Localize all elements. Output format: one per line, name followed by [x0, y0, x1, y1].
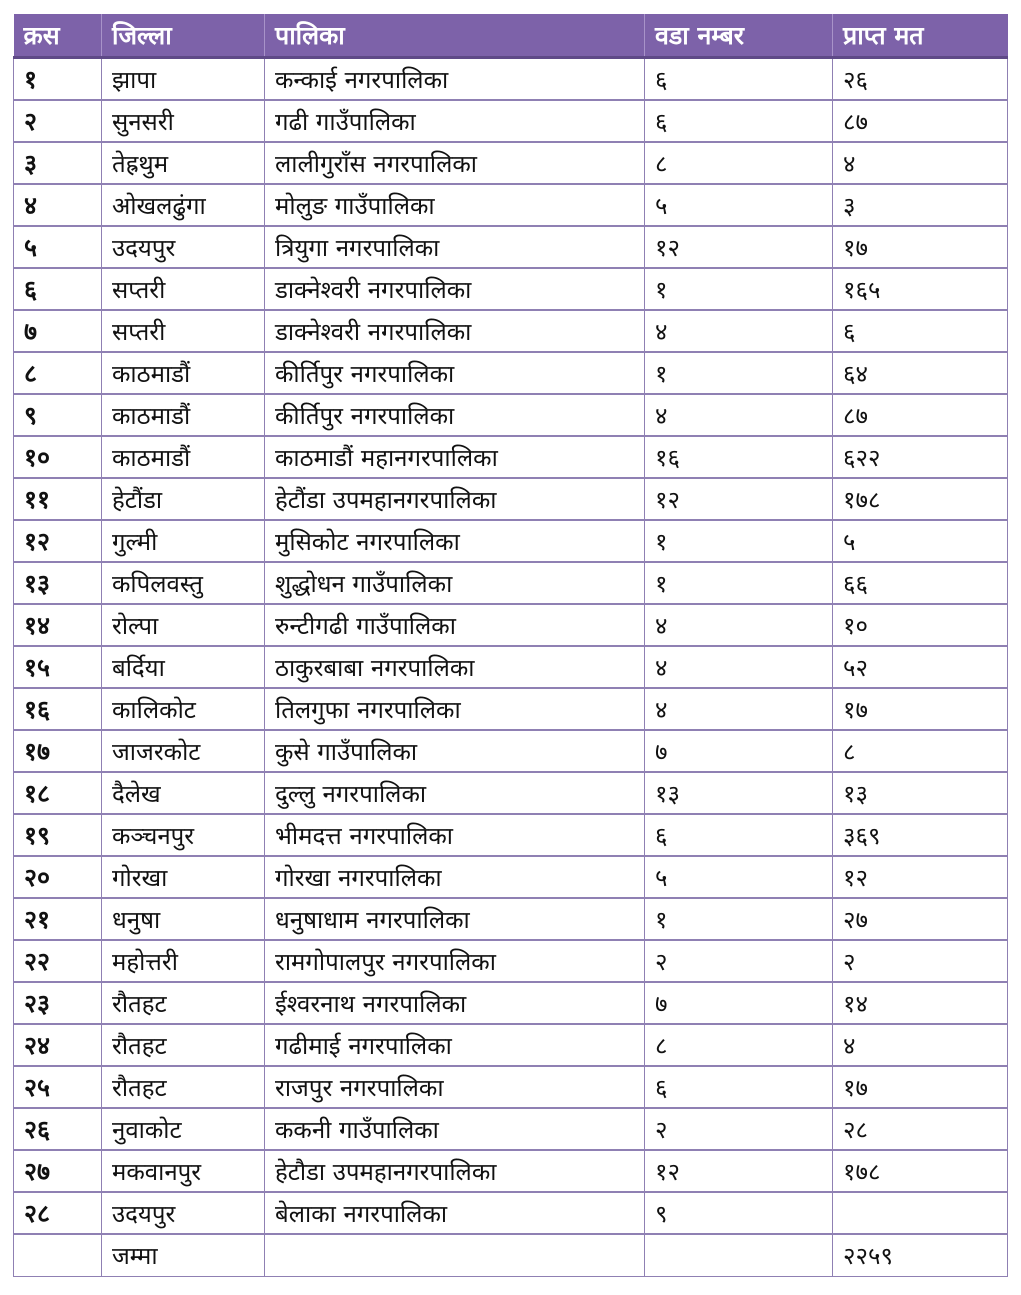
ward-cell: १ [645, 268, 833, 310]
votes-cell: ६२२ [833, 436, 1008, 478]
total-label: जम्मा [102, 1234, 265, 1277]
vote-table-container [13, 14, 1007, 1277]
table-row [14, 394, 1008, 436]
ward-cell: ६ [645, 814, 833, 856]
district-cell: काठमाडौं [102, 436, 265, 478]
district-cell: ओखलढुंगा [102, 184, 265, 226]
total-empty-cell [645, 1234, 833, 1277]
votes-cell: ३ [833, 184, 1008, 226]
ward-cell: ८ [645, 142, 833, 184]
district-cell: उदयपुर [102, 1192, 265, 1234]
municipality-cell: तिलगुफा नगरपालिका [265, 688, 645, 730]
votes-cell: ३६९ [833, 814, 1008, 856]
votes-cell: ६६ [833, 562, 1008, 604]
municipality-cell: भीमदत्त नगरपालिका [265, 814, 645, 856]
municipality-cell: लालीगुराँस नगरपालिका [265, 142, 645, 184]
ward-cell: ४ [645, 310, 833, 352]
municipality-cell: हेटौडा उपमहानगरपालिका [265, 1150, 645, 1192]
votes-cell: ८ [833, 730, 1008, 772]
table-row [14, 184, 1008, 226]
municipality-cell: कीर्तिपुर नगरपालिका [265, 352, 645, 394]
serial-cell: १४ [14, 604, 102, 646]
district-cell: काठमाडौं [102, 352, 265, 394]
votes-cell: ४ [833, 142, 1008, 184]
municipality-cell: ककनी गाउँपालिका [265, 1108, 645, 1150]
municipality-cell: त्रियुगा नगरपालिका [265, 226, 645, 268]
serial-cell: २६ [14, 1108, 102, 1150]
municipality-cell: कुसे गाउँपालिका [265, 730, 645, 772]
votes-cell: ६ [833, 310, 1008, 352]
district-cell: रौतहट [102, 1066, 265, 1108]
table-row [14, 352, 1008, 394]
table-row [14, 268, 1008, 310]
table-row [14, 940, 1008, 982]
ward-cell: ८ [645, 1024, 833, 1066]
total-empty-cell [14, 1234, 102, 1277]
serial-cell: २ [14, 100, 102, 142]
serial-cell: २८ [14, 1192, 102, 1234]
serial-cell: २० [14, 856, 102, 898]
serial-cell: १६ [14, 688, 102, 730]
votes-cell: १७८ [833, 1150, 1008, 1192]
votes-cell: ६४ [833, 352, 1008, 394]
district-cell: काठमाडौं [102, 394, 265, 436]
table-row [14, 1192, 1008, 1234]
ward-cell: ७ [645, 730, 833, 772]
table-row [14, 856, 1008, 898]
district-cell: उदयपुर [102, 226, 265, 268]
votes-cell: १० [833, 604, 1008, 646]
table-row [14, 1024, 1008, 1066]
ward-cell: ६ [645, 100, 833, 142]
table-row [14, 478, 1008, 520]
ward-cell: ६ [645, 58, 833, 101]
votes-cell: १३ [833, 772, 1008, 814]
table-row [14, 604, 1008, 646]
district-cell: सप्तरी [102, 310, 265, 352]
municipality-cell: मुसिकोट नगरपालिका [265, 520, 645, 562]
municipality-cell: रामगोपालपुर नगरपालिका [265, 940, 645, 982]
votes-cell: ४ [833, 1024, 1008, 1066]
ward-cell: १२ [645, 478, 833, 520]
total-empty-cell [265, 1234, 645, 1277]
votes-cell: २६ [833, 58, 1008, 101]
ward-cell: ६ [645, 1066, 833, 1108]
ward-cell: २ [645, 940, 833, 982]
header-ward-number: वडा नम्बर [645, 14, 833, 58]
total-value: २२५९ [833, 1234, 1008, 1277]
ward-cell: ४ [645, 394, 833, 436]
header-district: जिल्ला [102, 14, 265, 58]
serial-cell: २१ [14, 898, 102, 940]
ward-cell: ४ [645, 646, 833, 688]
ward-cell: १६ [645, 436, 833, 478]
votes-cell [833, 1192, 1008, 1234]
serial-cell: ७ [14, 310, 102, 352]
table-row [14, 814, 1008, 856]
table-row [14, 520, 1008, 562]
table-row [14, 1108, 1008, 1150]
votes-cell: २७ [833, 898, 1008, 940]
table-header [14, 14, 1008, 58]
district-cell: हेटौंडा [102, 478, 265, 520]
serial-cell: १० [14, 436, 102, 478]
ward-cell: १ [645, 562, 833, 604]
serial-cell: १३ [14, 562, 102, 604]
serial-cell: २५ [14, 1066, 102, 1108]
serial-cell: ३ [14, 142, 102, 184]
ward-cell: १ [645, 520, 833, 562]
table-row [14, 562, 1008, 604]
header-serial: क्रस [14, 14, 102, 58]
votes-cell: १७ [833, 1066, 1008, 1108]
serial-cell: १५ [14, 646, 102, 688]
municipality-cell: मोलुङ गाउँपालिका [265, 184, 645, 226]
votes-cell: १४ [833, 982, 1008, 1024]
serial-cell: १ [14, 58, 102, 101]
municipality-cell: राजपुर नगरपालिका [265, 1066, 645, 1108]
serial-cell: ९ [14, 394, 102, 436]
municipality-cell: बेलाका नगरपालिका [265, 1192, 645, 1234]
municipality-cell: गोरखा नगरपालिका [265, 856, 645, 898]
district-cell: बर्दिया [102, 646, 265, 688]
header-municipality: पालिका [265, 14, 645, 58]
district-cell: रोल्पा [102, 604, 265, 646]
ward-cell: १ [645, 898, 833, 940]
table-row [14, 310, 1008, 352]
table-row [14, 646, 1008, 688]
header-row [14, 14, 1008, 58]
header-votes-received: प्राप्त मत [833, 14, 1008, 58]
ward-cell: ९ [645, 1192, 833, 1234]
table-row [14, 436, 1008, 478]
district-cell: तेह्रथुम [102, 142, 265, 184]
votes-cell: २ [833, 940, 1008, 982]
district-cell: रौतहट [102, 1024, 265, 1066]
municipality-cell: कन्काई नगरपालिका [265, 58, 645, 101]
municipality-cell: डाक्नेश्वरी नगरपालिका [265, 310, 645, 352]
municipality-cell: दुल्लु नगरपालिका [265, 772, 645, 814]
votes-cell: २८ [833, 1108, 1008, 1150]
table-row [14, 898, 1008, 940]
district-cell: नुवाकोट [102, 1108, 265, 1150]
ward-cell: १ [645, 352, 833, 394]
table-row [14, 58, 1008, 101]
table-row [14, 142, 1008, 184]
table-row [14, 688, 1008, 730]
votes-cell: १७ [833, 226, 1008, 268]
municipality-cell: हेटौंडा उपमहानगरपालिका [265, 478, 645, 520]
table-row [14, 1066, 1008, 1108]
serial-cell: १९ [14, 814, 102, 856]
municipality-cell: रुन्टीगढी गाउँपालिका [265, 604, 645, 646]
votes-cell: १२ [833, 856, 1008, 898]
district-cell: कालिकोट [102, 688, 265, 730]
district-cell: झापा [102, 58, 265, 101]
serial-cell: ११ [14, 478, 102, 520]
ward-cell: ५ [645, 856, 833, 898]
table-body [14, 58, 1008, 1277]
serial-cell: २३ [14, 982, 102, 1024]
ward-cell: ४ [645, 688, 833, 730]
table-row [14, 226, 1008, 268]
district-cell: दैलेख [102, 772, 265, 814]
district-cell: कञ्चनपुर [102, 814, 265, 856]
votes-cell: १७८ [833, 478, 1008, 520]
votes-cell: ५२ [833, 646, 1008, 688]
serial-cell: १८ [14, 772, 102, 814]
district-cell: कपिलवस्तु [102, 562, 265, 604]
municipality-cell: धनुषाधाम नगरपालिका [265, 898, 645, 940]
municipality-cell: कीर्तिपुर नगरपालिका [265, 394, 645, 436]
serial-cell: १७ [14, 730, 102, 772]
serial-cell: २४ [14, 1024, 102, 1066]
votes-cell: १६५ [833, 268, 1008, 310]
vote-table [13, 14, 1008, 1277]
municipality-cell: गढीमाई नगरपालिका [265, 1024, 645, 1066]
table-row [14, 1150, 1008, 1192]
votes-cell: ८७ [833, 394, 1008, 436]
district-cell: सुनसरी [102, 100, 265, 142]
votes-cell: १७ [833, 688, 1008, 730]
ward-cell: ७ [645, 982, 833, 1024]
serial-cell: ८ [14, 352, 102, 394]
district-cell: महोत्तरी [102, 940, 265, 982]
municipality-cell: ईश्वरनाथ नगरपालिका [265, 982, 645, 1024]
ward-cell: ४ [645, 604, 833, 646]
votes-cell: ५ [833, 520, 1008, 562]
district-cell: रौतहट [102, 982, 265, 1024]
table-row [14, 982, 1008, 1024]
ward-cell: १३ [645, 772, 833, 814]
serial-cell: ६ [14, 268, 102, 310]
district-cell: गोरखा [102, 856, 265, 898]
municipality-cell: काठमाडौं महानगरपालिका [265, 436, 645, 478]
district-cell: गुल्मी [102, 520, 265, 562]
ward-cell: १२ [645, 226, 833, 268]
serial-cell: २२ [14, 940, 102, 982]
ward-cell: १२ [645, 1150, 833, 1192]
votes-cell: ८७ [833, 100, 1008, 142]
municipality-cell: शुद्धोधन गाउँपालिका [265, 562, 645, 604]
table-row [14, 100, 1008, 142]
ward-cell: २ [645, 1108, 833, 1150]
table-row [14, 730, 1008, 772]
municipality-cell: डाक्नेश्वरी नगरपालिका [265, 268, 645, 310]
district-cell: धनुषा [102, 898, 265, 940]
serial-cell: ४ [14, 184, 102, 226]
district-cell: जाजरकोट [102, 730, 265, 772]
total-row [14, 1234, 1008, 1277]
district-cell: सप्तरी [102, 268, 265, 310]
district-cell: मकवानपुर [102, 1150, 265, 1192]
serial-cell: २७ [14, 1150, 102, 1192]
table-row [14, 772, 1008, 814]
municipality-cell: ठाकुरबाबा नगरपालिका [265, 646, 645, 688]
ward-cell: ५ [645, 184, 833, 226]
serial-cell: १२ [14, 520, 102, 562]
municipality-cell: गढी गाउँपालिका [265, 100, 645, 142]
serial-cell: ५ [14, 226, 102, 268]
